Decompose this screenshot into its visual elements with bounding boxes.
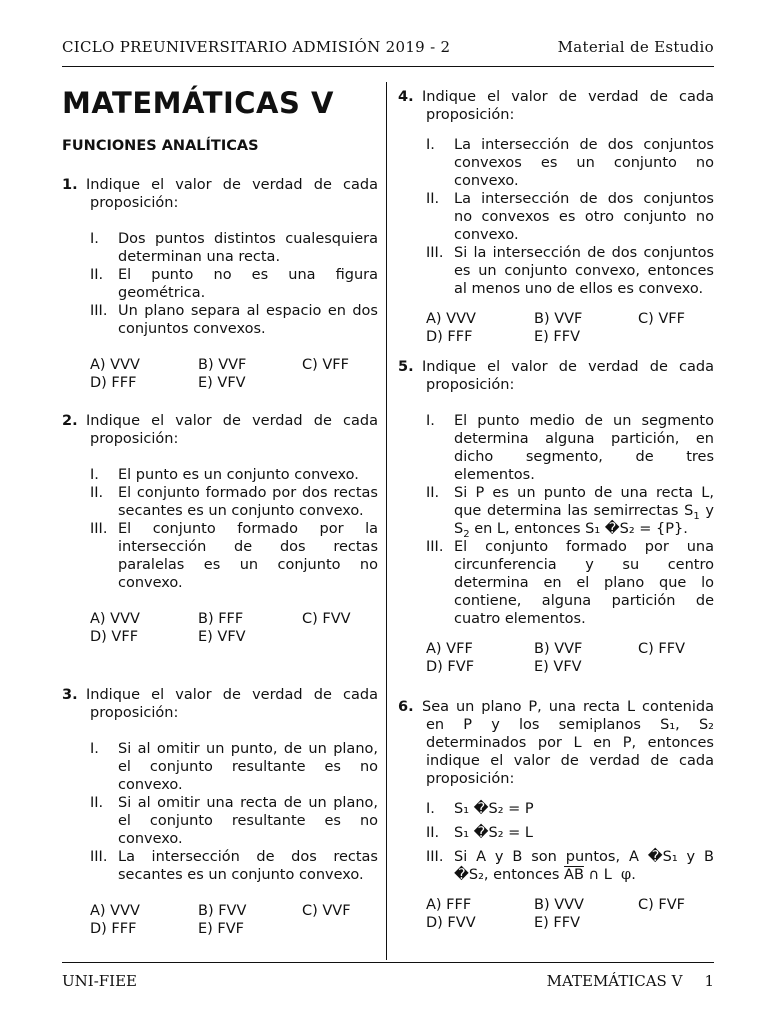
footer-course: MATEMÁTICAS V	[546, 972, 683, 990]
answer-options	[62, 902, 378, 938]
answer-options	[62, 610, 378, 646]
option-d: D) FVF	[426, 659, 475, 675]
header-course: CICLO PREUNIVERSITARIO ADMISIÓN 2019 - 2	[62, 38, 451, 56]
proposition: II. Si P es un punto de una recta L, que determina las semirrectas $S_1$ y $S_2$ en L, entonces S₁ �S₂ = {P}.	[426, 485, 714, 540]
answer-options	[62, 356, 378, 392]
option-e: E) VFV	[198, 629, 246, 645]
proposition: III. La intersección de dos rectas secantes es un conjunto convexo.	[90, 849, 378, 883]
question-number: 3.	[62, 687, 78, 703]
formula: S₁ �S₂ = P	[454, 801, 534, 817]
option-e: E) FVF	[198, 921, 245, 937]
segment-ab: $\overline{AB}$	[564, 867, 584, 883]
option-e: E) FFV	[534, 329, 581, 345]
option-c: C) FFV	[638, 641, 685, 657]
question-stem: Indique el valor de verdad de cada proposición:	[86, 413, 378, 447]
proposition: II. El punto no es una figura geométrica.	[90, 267, 378, 301]
question-2	[62, 412, 378, 646]
option-b: B) VVF	[534, 641, 583, 657]
option-b: B) VVF	[534, 311, 583, 327]
option-a: A) VVV	[90, 903, 140, 919]
option-c: C) FVV	[302, 611, 351, 627]
option-b: B) VVF	[198, 357, 247, 373]
question-1	[62, 176, 378, 392]
question-number: 6.	[398, 699, 414, 715]
question-6	[398, 698, 714, 932]
header-rule	[62, 66, 714, 67]
option-b: B) VVV	[534, 897, 584, 913]
proposition: II. La intersección de dos conjuntos no convexos es otro conjunto no convexo.	[426, 191, 714, 243]
option-c: C) VFF	[638, 311, 685, 327]
question-number: 1.	[62, 177, 78, 193]
option-a: A) VVV	[90, 357, 140, 373]
option-b: B) FFF	[198, 611, 244, 627]
answer-options	[398, 896, 714, 932]
option-e: E) VFV	[534, 659, 582, 675]
page-footer	[62, 972, 714, 994]
section-title: FUNCIONES ANALÍTICAS	[62, 138, 259, 154]
empty-set-symbol: φ	[621, 867, 632, 883]
column-divider	[386, 82, 387, 960]
proposition: III. El conjunto formado por una circunferencia y su centro determina en el plano que lo contiene, alguna partición de cuatro elementos.	[426, 539, 714, 627]
footer-institution: UNI-FIEE	[62, 972, 137, 990]
proposition: I. El punto es un conjunto convexo.	[90, 467, 359, 483]
proposition: I. Dos puntos distintos cualesquiera determinan una recta.	[90, 231, 378, 265]
option-e: E) VFV	[198, 375, 246, 391]
question-5	[398, 358, 714, 676]
header-material: Material de Estudio	[557, 38, 714, 56]
proposition: I. S₁ �S₂ = P	[426, 801, 534, 817]
formula: S₁ �S₂ = L	[454, 825, 533, 841]
option-c: C) FVF	[638, 897, 685, 913]
proposition: I. La intersección de dos conjuntos convexos es un conjunto no convexo.	[426, 137, 714, 189]
option-c: C) VVF	[302, 903, 351, 919]
question-stem: Indique el valor de verdad de cada proposición:	[86, 687, 378, 721]
option-b: B) FVV	[198, 903, 247, 919]
question-stem: Indique el valor de verdad de cada proposición:	[422, 89, 714, 123]
question-stem: Indique el valor de verdad de cada proposición:	[86, 177, 378, 211]
option-e: E) FFV	[534, 915, 581, 931]
question-number: 4.	[398, 89, 414, 105]
proposition: III. Si A y B son puntos, A �S₁ y B �S₂, entonces $\overline{AB}$ ∩ L φ.	[426, 849, 714, 883]
proposition: III. El conjunto formado por la intersección de dos rectas paralelas es un conjunto no convexo.	[90, 521, 378, 591]
option-a: A) VVV	[90, 611, 140, 627]
proposition: II. El conjunto formado por dos rectas secantes es un conjunto convexo.	[90, 485, 378, 519]
option-a: A) VFF	[426, 641, 473, 657]
option-a: A) VVV	[426, 311, 476, 327]
page-number: 1	[704, 972, 714, 990]
question-stem: Indique el valor de verdad de cada proposición:	[422, 359, 714, 393]
question-3	[62, 686, 378, 938]
footer-rule	[62, 962, 714, 963]
proposition: I. El punto medio de un segmento determina alguna partición, en dicho segmento, de tres elementos.	[426, 413, 714, 483]
option-d: D) FFF	[426, 329, 473, 345]
option-d: D) FVV	[426, 915, 476, 931]
option-c: C) VFF	[302, 357, 349, 373]
proposition: III. Un plano separa al espacio en dos conjuntos convexos.	[90, 303, 378, 337]
option-a: A) FFF	[426, 897, 472, 913]
option-d: D) FFF	[90, 375, 137, 391]
proposition: III. Si la intersección de dos conjuntos es un conjunto convexo, entonces al menos uno de ellos es convexo.	[426, 245, 714, 297]
set-intersection-formula: S₁ �S₂ = {P}	[585, 521, 684, 537]
question-4	[398, 88, 714, 346]
proposition: II. Si al omitir una recta de un plano, el conjunto resultante es no convexo.	[90, 795, 378, 847]
proposition: I. Si al omitir un punto, de un plano, el conjunto resultante es no convexo.	[90, 741, 378, 793]
option-d: D) VFF	[90, 629, 139, 645]
question-stem: Sea un plano P, una recta L contenida en P y los semiplanos S₁, S₂ determinados por L en P, entonces indique el valor de verdad de cada proposición:	[422, 699, 714, 787]
answer-options	[398, 310, 714, 346]
question-number: 2.	[62, 413, 78, 429]
page-title: MATEMÁTICAS V	[62, 86, 334, 120]
page-header	[62, 38, 714, 60]
proposition: II. S₁ �S₂ = L	[426, 825, 533, 841]
question-number: 5.	[398, 359, 414, 375]
option-d: D) FFF	[90, 921, 137, 937]
answer-options	[398, 640, 714, 676]
